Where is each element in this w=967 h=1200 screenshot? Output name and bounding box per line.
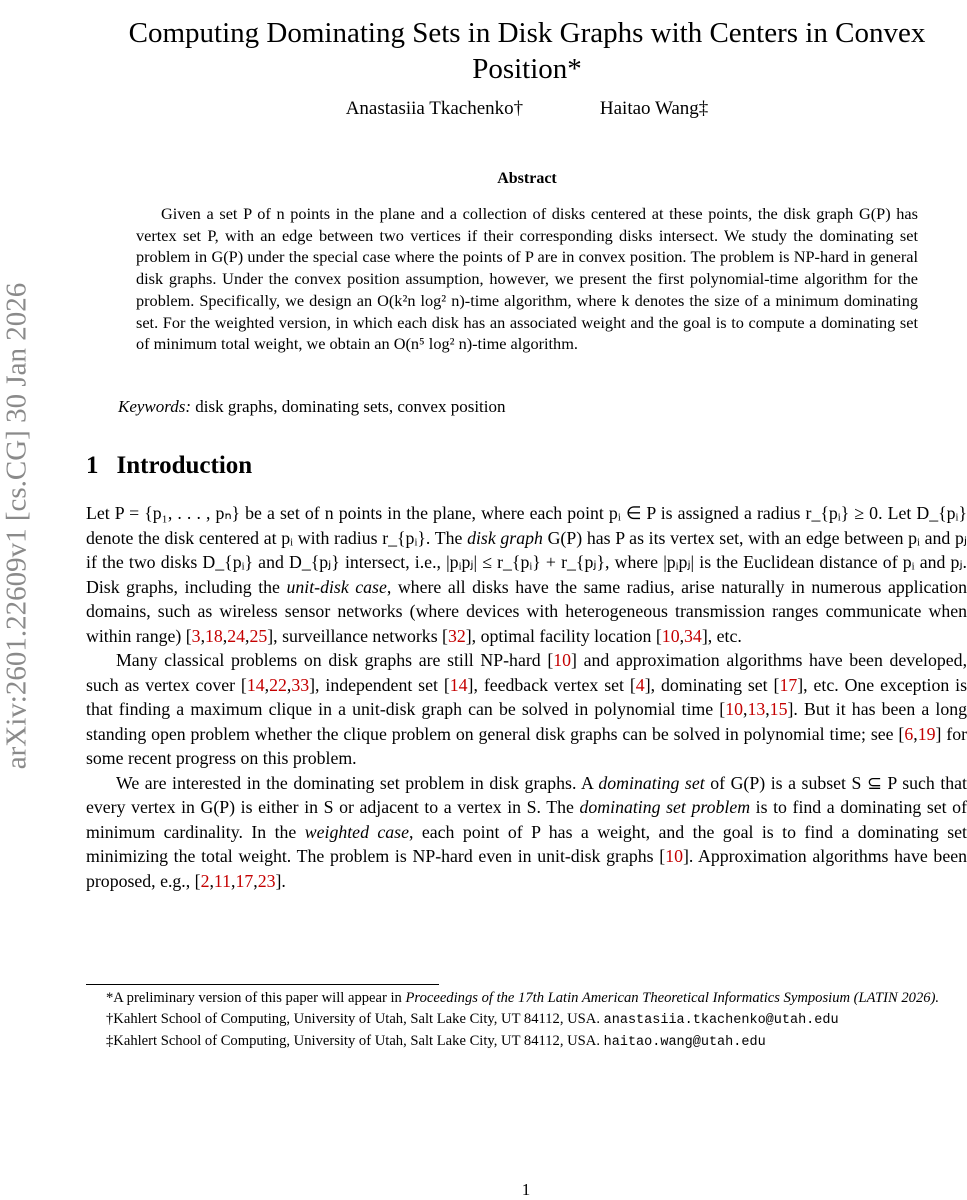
author-wang: Haitao Wang‡	[599, 98, 709, 119]
term-dominating-set: dominating set	[598, 772, 705, 793]
footnote-affiliation-2	[86, 1031, 967, 1054]
venue-name: Proceedings of the 17th Latin American Theoretical Informatics Symposium (LATIN 2026).	[405, 990, 940, 1006]
text-run: Let P = {p₁, . . . , pₙ} be a set of n points in the plane, where each point pᵢ ∈ P is assigned a radius r_{pᵢ} ≥ 0. Let D_{pᵢ} denote the disk centered at pᵢ with radius r_{pᵢ}. The	[86, 503, 967, 548]
citation-link[interactable]: 17	[235, 870, 254, 891]
citation-link[interactable]: 24	[227, 625, 246, 646]
text-run: ] and approximation algorithms have been developed, such as vertex cover [	[86, 650, 967, 695]
keywords-label: Keywords:	[118, 397, 192, 416]
paragraph-3: We are interested in the dominating set problem in disk graphs. A dominating set of G(P) is a subset S ⊆ P such that every vertex in G(P) is either in S or adjacent to a vertex in S. The dominating set problem is to find a dominating set of minimum cardinality. In the weighted case, each point of P has a weight, and the goal is to find a dominating set minimizing the total weight. The problem is NP-hard even in unit-disk graphs [10]. Approximation algorithms have been proposed, e.g., [2,11,17,23].	[86, 772, 967, 891]
paper-title: Computing Dominating Sets in Disk Graphs with Centers in Convex Position*	[128, 17, 926, 86]
footnote-rule	[86, 984, 439, 985]
text-run: ]. But it has been a long standing open problem whether the clique problem on general disk graphs can be solved in polynomial time; see [	[86, 699, 967, 744]
abstract-text: Given a set P of n points in the plane and a collection of disks centered at these points, the disk graph G(P) has vertex set P, with an edge between two vertices if their corresponding disks intersect. We study the dominating set problem in G(P) under the special case where the points of P are in convex position. The problem is NP-hard in general disk graphs. Under the convex position assumption, however, we present the first polynomial-time algorithm for the problem. Specifically, we design an O(k²n log² n)-time algorithm, where k denotes the size of a minimum dominating set. For the weighted version, in which each disk has an associated weight and the goal is to compute a dominating set of minimum total weight, we obtain an O(n⁵ log² n)-time algorithm.	[136, 204, 918, 354]
citation-link[interactable]: 10	[665, 846, 683, 866]
citation-link[interactable]: 10	[661, 625, 680, 646]
arxiv-stamp[interactable]	[0, 222, 34, 830]
citation-link[interactable]: 33	[291, 674, 310, 695]
text-run: , each point of P has a weight, and the goal is to find a dominating set minimizing the total weight. The problem is NP-hard even in unit-disk graphs [	[86, 821, 967, 866]
text-run: ], optimal facility location [	[465, 625, 662, 646]
text-run: ], surveillance networks [	[267, 625, 448, 646]
text-run: ]. Approximation algorithms have been proposed, e.g., [	[86, 846, 967, 891]
term-unit-disk-case: unit-disk case	[286, 576, 387, 597]
citation-link[interactable]: 25	[249, 625, 268, 646]
citation-link[interactable]: 14	[449, 674, 468, 695]
citation-link[interactable]: 3	[191, 625, 201, 646]
section-number: 1	[86, 452, 99, 479]
introduction-body	[86, 501, 967, 893]
text-run: Many classical problems on disk graphs are still NP-hard [	[116, 650, 554, 670]
citation-link[interactable]: 32	[447, 625, 466, 646]
footnote-preliminary	[86, 988, 967, 1009]
author-tkachenko: Anastasiia Tkachenko†	[345, 98, 524, 119]
citation-link[interactable]: 10	[725, 699, 743, 719]
text-run: †Kahlert School of Computing, University of Utah, Salt Lake City, UT 84112, USA.	[106, 1010, 600, 1027]
citation-link[interactable]: 15	[769, 699, 788, 719]
section-heading-introduction	[86, 452, 252, 480]
text-run: , where all disks have the same radius, arise naturally in numerous application domains, such as wireless sensor networks (where devices with heterogeneous transmission ranges communicate when within range) [	[86, 576, 967, 646]
citation-link[interactable]: 4	[635, 674, 645, 695]
footnote-affiliation-1	[86, 1009, 967, 1032]
citation-link[interactable]: 19	[917, 723, 936, 744]
page-number: 1	[521, 1180, 531, 1199]
text-run: We are interested in the dominating set problem in disk graphs. A	[116, 772, 593, 793]
keywords	[118, 396, 938, 418]
term-disk-graph: disk graph	[467, 527, 543, 548]
citation-link[interactable]: 23	[257, 870, 276, 891]
citation-link[interactable]: 18	[205, 625, 223, 646]
text-run: is to find a dominating set of minimum cardinality. In the	[86, 797, 967, 842]
citation-link[interactable]: 34	[684, 625, 702, 646]
text-run: ‡Kahlert School of Computing, University of Utah, Salt Lake City, UT 84112, USA.	[106, 1033, 600, 1049]
text-run: G(P) has P as its vertex set, with an edge between pᵢ and pⱼ if the two disks D_{pᵢ} and D_{pⱼ} intersect, i.e., |pᵢpⱼ| ≤ r_{pᵢ} + r_{pⱼ}, where |pᵢpⱼ| is the Euclidean distance of pᵢ and pⱼ. Disk graphs, including the	[86, 527, 967, 597]
citation-link[interactable]: 22	[269, 674, 287, 695]
keywords-value: disk graphs, dominating sets, convex position	[195, 397, 506, 416]
author-list	[86, 96, 967, 122]
paragraph-1: Let P = {p₁, . . . , pₙ} be a set of n points in the plane, where each point pᵢ ∈ P is assigned a radius r_{pᵢ} ≥ 0. Let D_{pᵢ} denote the disk centered at pᵢ with radius r_{pᵢ}. The disk graph G(P) has P as its vertex set, with an edge between pᵢ and pⱼ if the two disks D_{pᵢ} and D_{pⱼ} intersect, i.e., |pᵢpⱼ| ≤ r_{pᵢ} + r_{pⱼ}, where |pᵢpⱼ| is the Euclidean distance of pᵢ and pⱼ. Disk graphs, including the unit-disk case, where all disks have the same radius, arise naturally in numerous application domains, such as wireless sensor networks (where devices with heterogeneous transmission ranges communicate when within range) [3,18,24,25], surveillance networks [32], optimal facility location [10,34], etc.	[86, 503, 967, 646]
term-dominating-set-problem: dominating set problem	[579, 797, 751, 817]
section-title: Introduction	[116, 452, 253, 479]
citation-link[interactable]: 2	[200, 870, 210, 891]
citation-link[interactable]: 13	[747, 699, 766, 719]
text-run: of G(P) is a subset S ⊆ P such that every vertex in G(P) is either in S or adjacent to a vertex in S. The	[86, 772, 967, 817]
paragraph-2: Many classical problems on disk graphs are still NP-hard [10] and approximation algorithms have been developed, such as vertex cover [14,22,33], independent set [14], feedback vertex set [4], dominating set [17], etc. One exception is that finding a maximum clique in a unit-disk graph can be solved in polynomial time [10,13,15]. But it has been a long standing open problem whether the clique problem on general disk graphs can be solved in polynomial time; see [6,19] for some recent progress on this problem.	[86, 650, 967, 768]
text-run: ], independent set [	[309, 674, 450, 695]
term-weighted-case: weighted case	[304, 821, 409, 842]
abstract-heading: Abstract	[497, 170, 557, 187]
arxiv-id[interactable]: arXiv:2601.22609v1 [cs.CG] 30 Jan 2026	[0, 282, 33, 770]
citation-link[interactable]: 14	[246, 674, 265, 695]
citation-link[interactable]: 11	[213, 870, 232, 891]
text-run: ], etc.	[701, 625, 742, 646]
email-wang[interactable]: haitao.wang@utah.edu	[603, 1035, 766, 1050]
email-tkachenko[interactable]: anastasiia.tkachenko@utah.edu	[603, 1012, 839, 1028]
text-run: ], feedback vertex set [	[467, 674, 636, 695]
text-run: ], dominating set [	[644, 674, 780, 695]
text-run: ] for some recent progress on this problem.	[86, 723, 967, 768]
text-run: ], etc. One exception is that finding a maximum clique in a unit-disk graph can be solved in polynomial time [	[86, 674, 967, 719]
citation-link[interactable]: 10	[553, 650, 572, 670]
text-run: *A preliminary version of this paper will appear in	[106, 990, 402, 1006]
citation-link[interactable]: 6	[904, 723, 914, 744]
footnotes	[86, 988, 967, 1054]
text-run: ].	[275, 870, 286, 891]
citation-link[interactable]: 17	[779, 674, 798, 695]
